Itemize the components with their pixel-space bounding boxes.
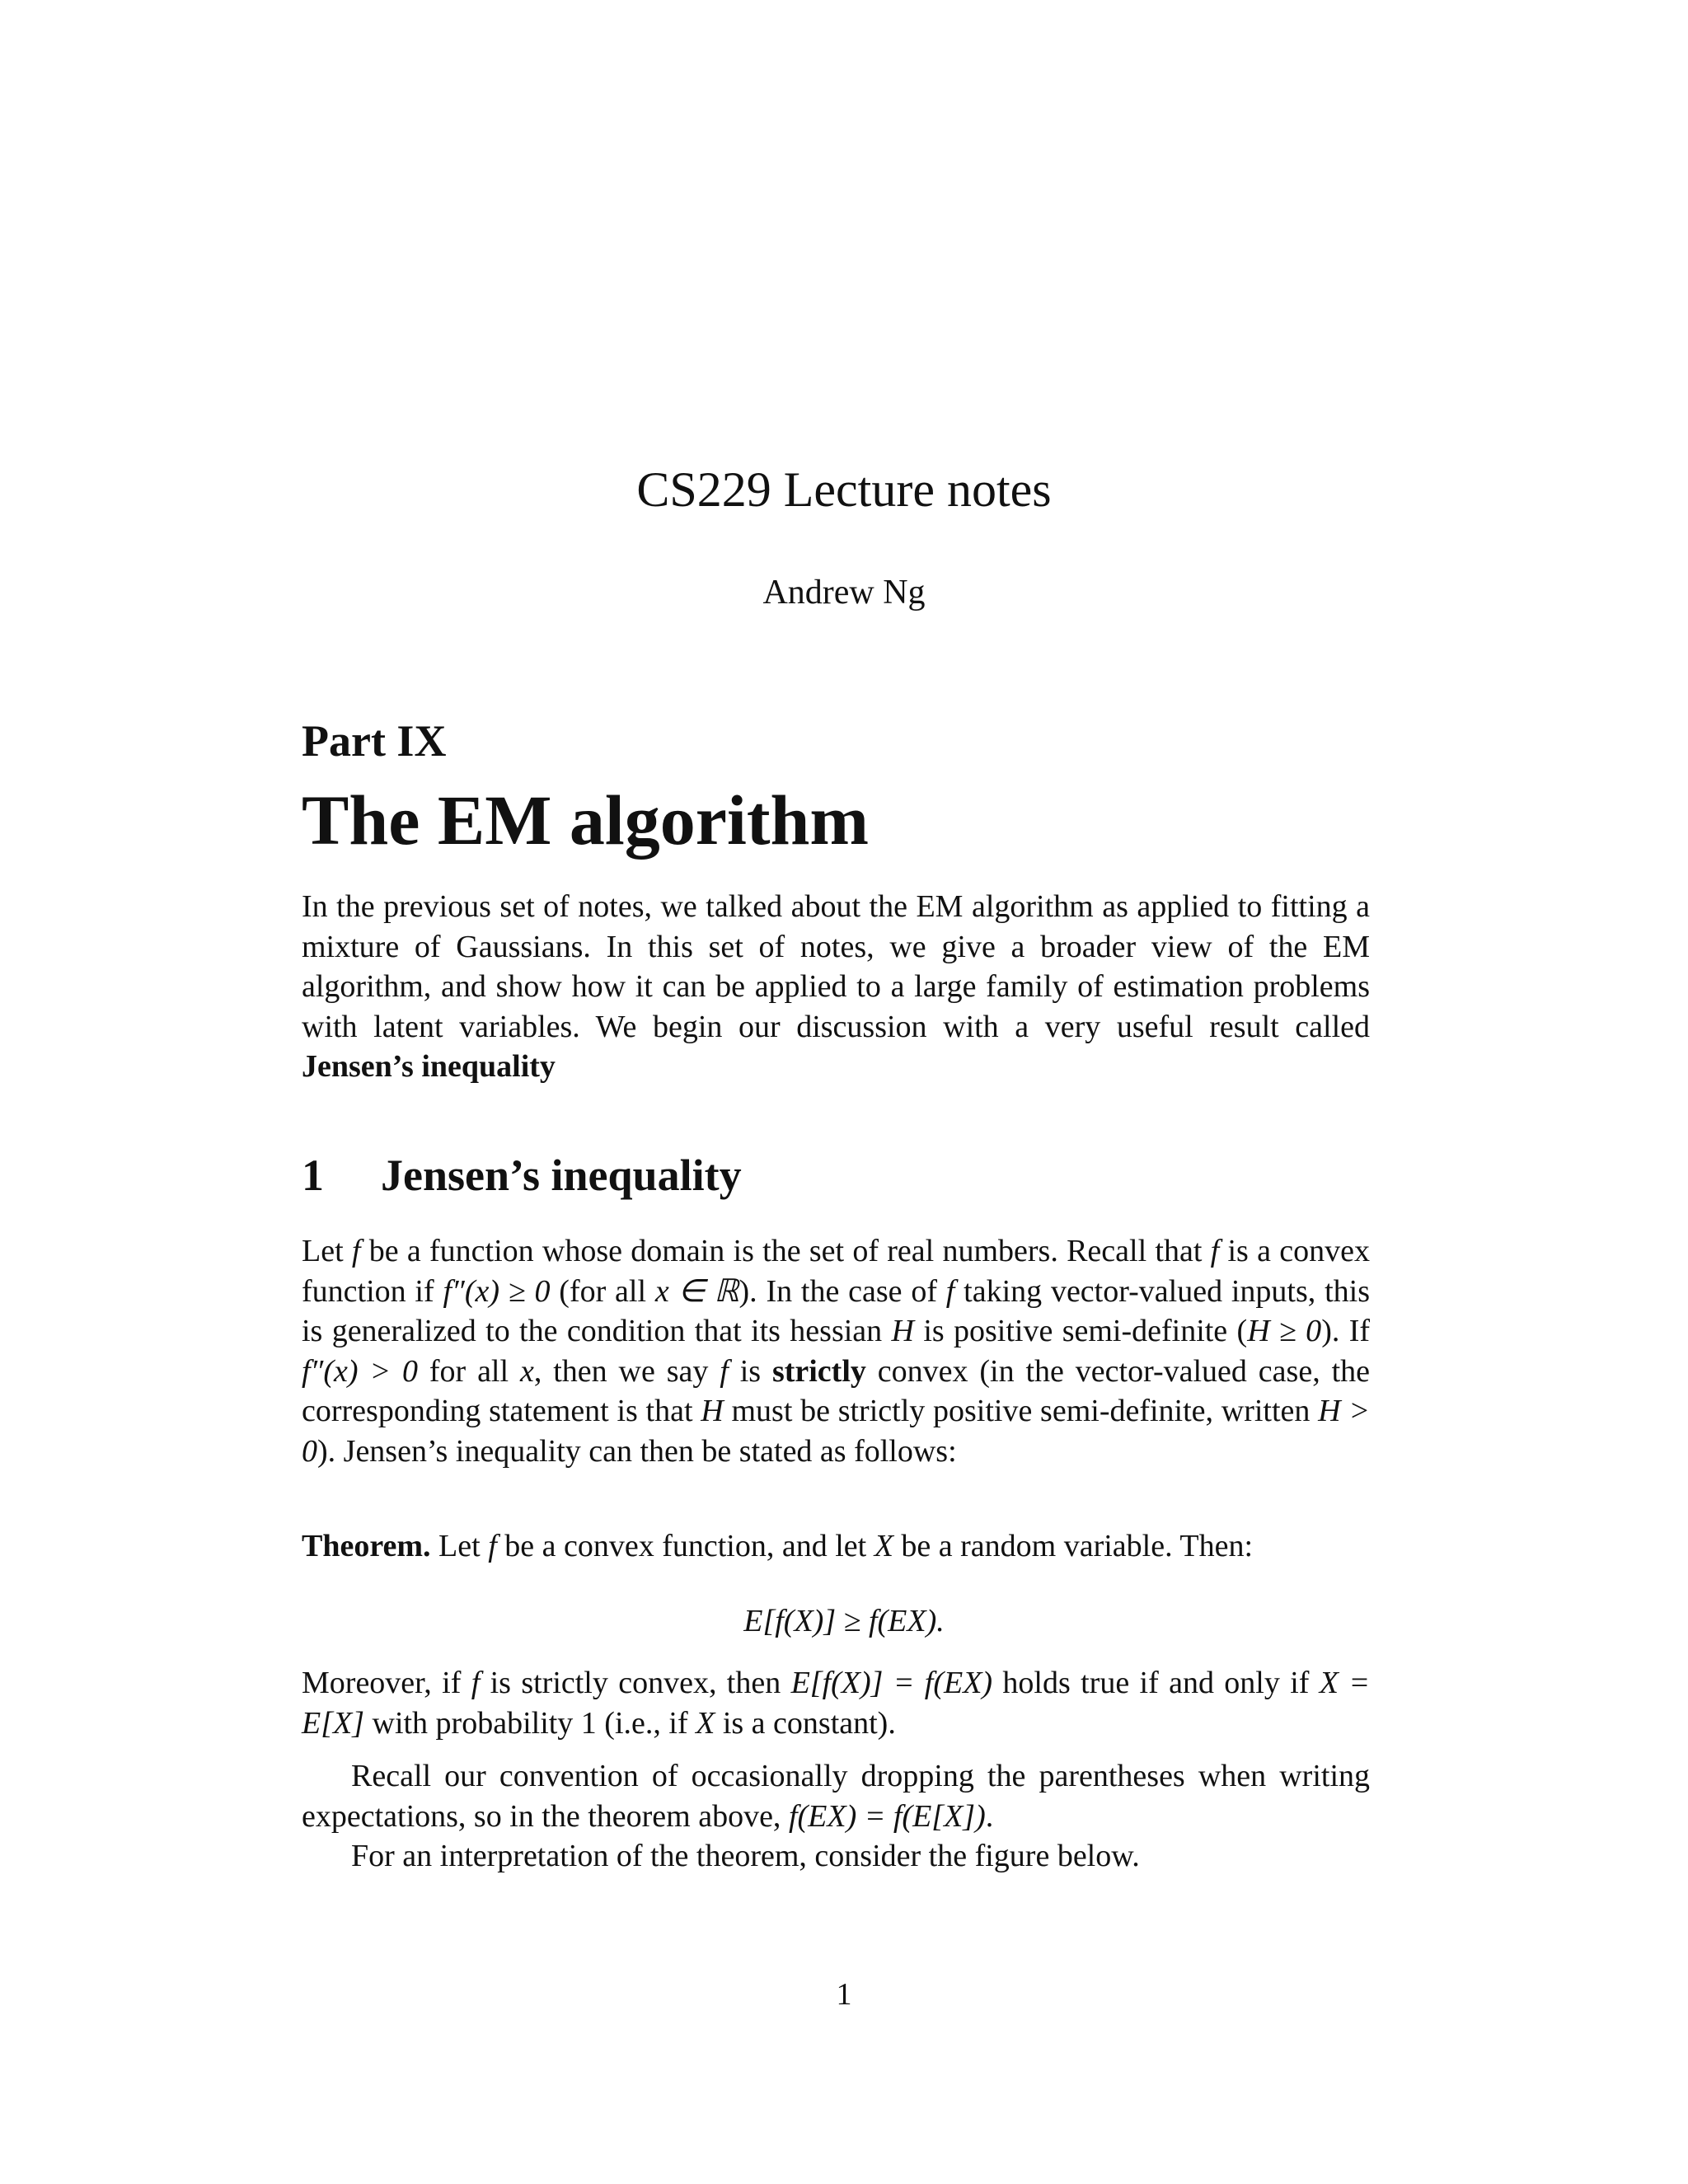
math-f: f [351, 1234, 361, 1268]
text-run: convex (in the vector-valued case, the corresponding statement is that [302, 1353, 1371, 1428]
paragraph-interpretation: For an interpretation of the theorem, consider the figure below. [351, 1839, 1140, 1873]
math-expectation: f(EX) = f(E[X]) [788, 1798, 986, 1834]
text-run: be a function whose domain is the set of real numbers. Recall that [360, 1234, 1211, 1268]
section-number: 1 [302, 1151, 324, 1200]
math-hessian: H [701, 1394, 724, 1428]
math-equality: E[f(X)] = f(EX) [790, 1666, 993, 1700]
math-domain: x ∈ ℝ [654, 1273, 739, 1309]
bold-strictly: strictly [771, 1353, 866, 1389]
text-run: ). If [1321, 1314, 1370, 1348]
math-X: X [874, 1529, 893, 1563]
math-hessian: H [891, 1314, 914, 1348]
math-pd: H > 0 [302, 1394, 1370, 1469]
text-run: is positive semi-definite ( [913, 1314, 1248, 1348]
paragraph-convexity [302, 1231, 1370, 1471]
text-run: for all [417, 1353, 520, 1389]
text-run: Recall our convention of occasionally dropping the parentheses when writing expectations, so in the theorem above, [302, 1759, 1370, 1834]
intro-bold-term: Jensen’s inequality [302, 1049, 556, 1084]
text-run: is [728, 1353, 772, 1389]
text-run: (for all [550, 1273, 655, 1309]
text-run: with probability 1 (i.e., if [364, 1705, 696, 1741]
math-second-derivative: f″(x) ≥ 0 [443, 1273, 551, 1309]
section-heading [302, 1150, 1370, 1201]
document-title: CS229 Lecture notes [636, 462, 1052, 517]
text-run: , then we say [533, 1353, 720, 1389]
text-run: is strictly convex, then [480, 1666, 791, 1700]
math-f: f [945, 1273, 955, 1309]
page-number: 1 [836, 1977, 852, 2012]
text-run: ). In the case of [738, 1273, 946, 1309]
text-run: be a convex function, and let [496, 1529, 874, 1563]
text-run: taking vector-valued inputs, this is generalized to the condition that its hessian [302, 1273, 1370, 1348]
text-run: must be strictly positive semi-definite, written [723, 1394, 1319, 1428]
theorem-equation [0, 1603, 1688, 1639]
paragraph-moreover [302, 1663, 1370, 1743]
text-run: ). Jensen’s inequality can then be stated as follows: [317, 1433, 957, 1469]
text-run: Moreover, if [302, 1666, 471, 1700]
theorem-block [302, 1526, 1370, 1567]
part-label: Part IX [302, 716, 447, 766]
math-psd: H ≥ 0 [1247, 1314, 1322, 1348]
math-strict: f″(x) > 0 [302, 1353, 418, 1389]
text-run: is a convex function if [302, 1234, 1370, 1309]
math-f: f [1210, 1234, 1220, 1268]
math-f: f [471, 1666, 481, 1700]
text-run: be a random variable. Then: [893, 1529, 1254, 1563]
text-run: holds true if and only if [992, 1666, 1320, 1700]
math-constant: X = E[X] [302, 1666, 1370, 1741]
intro-paragraph [302, 887, 1370, 1087]
section-title: Jensen’s inequality [381, 1151, 742, 1200]
theorem-label: Theorem. [302, 1529, 431, 1563]
document-author: Andrew Ng [762, 574, 926, 612]
equation-jensen: E[f(X)] ≥ f(EX). [743, 1604, 945, 1638]
text-run: is a constant). [715, 1705, 896, 1741]
paragraph-convention [302, 1756, 1370, 1877]
intro-text: In the previous set of notes, we talked about the EM algorithm as applied to fitting a mixture of Gaussians. In this set of notes, we give a broader view of the EM algorithm, and show how it can be applied to a large family of estimation problems with latent variables. We begin our discussion with a very useful result called [302, 889, 1370, 1044]
math-x: x [519, 1353, 534, 1389]
math-f: f [720, 1353, 729, 1389]
math-X: X [696, 1705, 715, 1741]
text-run: . [985, 1798, 994, 1834]
math-f: f [488, 1529, 497, 1563]
text-run: Let [302, 1234, 352, 1268]
text-run: Let [430, 1529, 489, 1563]
part-title: The EM algorithm [302, 780, 869, 860]
